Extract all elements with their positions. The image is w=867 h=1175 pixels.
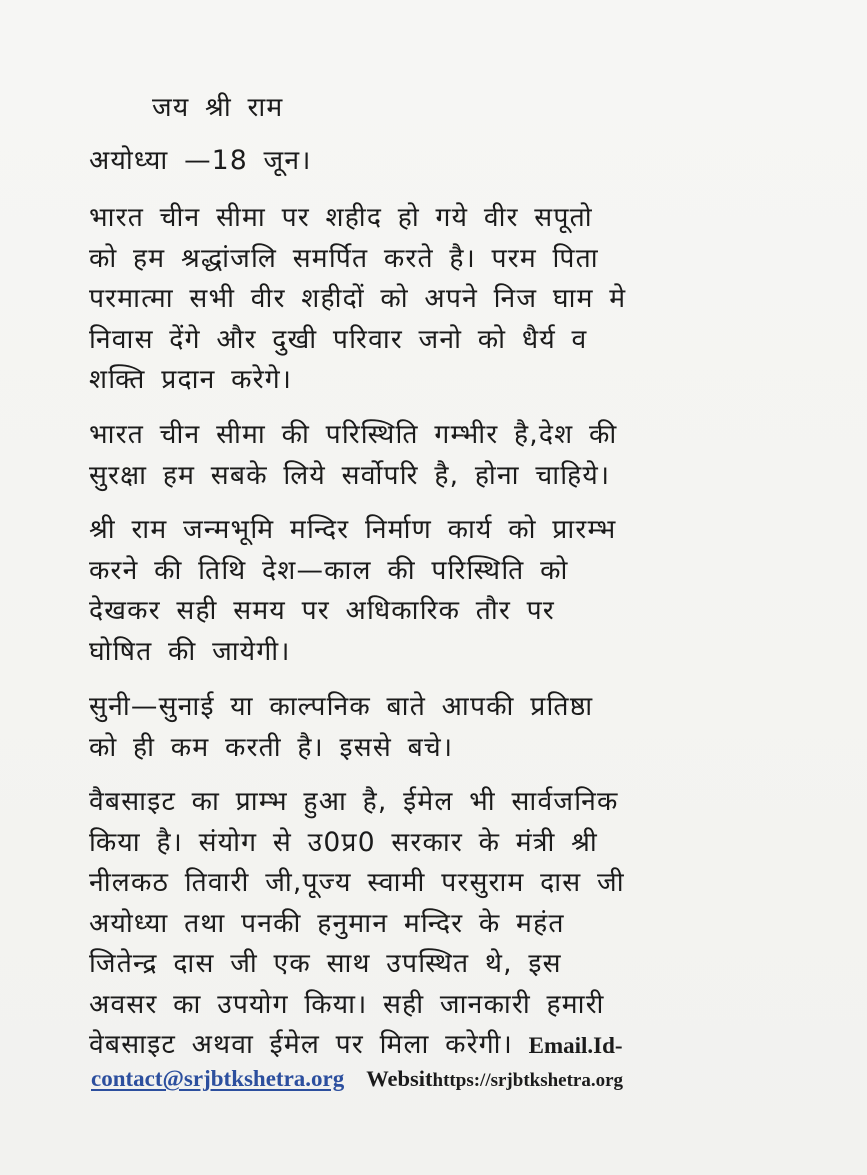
paragraph-line: श्री राम जन्मभूमि मन्दिर निर्माण कार्य को प्रारम्भ — [89, 514, 617, 545]
email-id-label: Email.Id- — [528, 1033, 623, 1058]
paragraph-line: जितेन्द्र दास जी एक साथ उपस्थित थे, इस — [89, 948, 562, 979]
paragraph-website-launch — [89, 782, 625, 1067]
paragraph-line: करने की तिथि देश—काल की परिस्थिति को — [89, 554, 569, 586]
paragraph-line: किया है। संयोग से उ0प्र0 सरकार के मंत्री श्री — [89, 826, 598, 858]
dateline: अयोध्या —18 जून। — [89, 145, 312, 176]
paragraph-temple-construction — [89, 510, 616, 672]
paragraph-line: भारत चीन सीमा की परिस्थिति गम्भीर है,देश की — [89, 419, 618, 450]
paragraph-line: वैबसाइट का प्राम्भ हुआ है, ईमेल भी सार्वजनिक — [89, 786, 619, 817]
contact-line — [91, 1066, 623, 1092]
website-url[interactable]: https://srjbtkshetra.org — [432, 1070, 624, 1091]
paragraph-line: निवास देंगे और दुखी परिवार जनो को धैर्य व — [89, 323, 588, 355]
website-label: Websit — [366, 1066, 433, 1091]
paragraph-border-situation — [89, 415, 617, 496]
paragraph-line: घोषित की जायेगी। — [89, 635, 291, 667]
email-link[interactable]: contact@srjbtkshetra.org — [91, 1066, 345, 1091]
paragraph-line: सुनी—सुनाई या काल्पनिक बाते आपकी प्रतिष्ठा — [89, 691, 594, 722]
paragraph-line: देखकर सही समय पर अधिकारिक तौर पर — [89, 595, 555, 626]
paragraph-line: को हम श्रद्धांजलि समर्पित करते है। परम पिता — [89, 242, 599, 274]
paragraph-line: वेबसाइट अथवा ईमेल पर मिला करेगी। — [89, 1029, 513, 1060]
paragraph-line: भारत चीन सीमा पर शहीद हो गये वीर सपूतो — [89, 202, 593, 233]
paragraph-line: अवसर का उपयोग किया। सही जानकारी हमारी — [89, 988, 605, 1020]
paragraph-line: अयोध्या तथा पनकी हनुमान मन्दिर के महंत — [89, 907, 565, 939]
paragraph-line: सुरक्षा हम सबके लिये सर्वोपरि है, होना चाहिये। — [89, 459, 611, 491]
paragraph-condolence — [89, 198, 626, 401]
paragraph-line: परमात्मा सभी वीर शहीदों को अपने निज घाम मे — [89, 283, 627, 314]
paragraph-line-with-email-label — [89, 1025, 625, 1067]
paragraph-rumours — [89, 687, 593, 768]
letter-title: जय श्री राम — [152, 92, 284, 123]
paragraph-line: शक्ति प्रदान करेगे। — [89, 364, 293, 395]
paragraph-line: को ही कम करती है। इससे बचे। — [89, 731, 454, 763]
paragraph-line: नीलकठ तिवारी जी,पूज्य स्वामी परसुराम दास जी — [89, 867, 625, 898]
